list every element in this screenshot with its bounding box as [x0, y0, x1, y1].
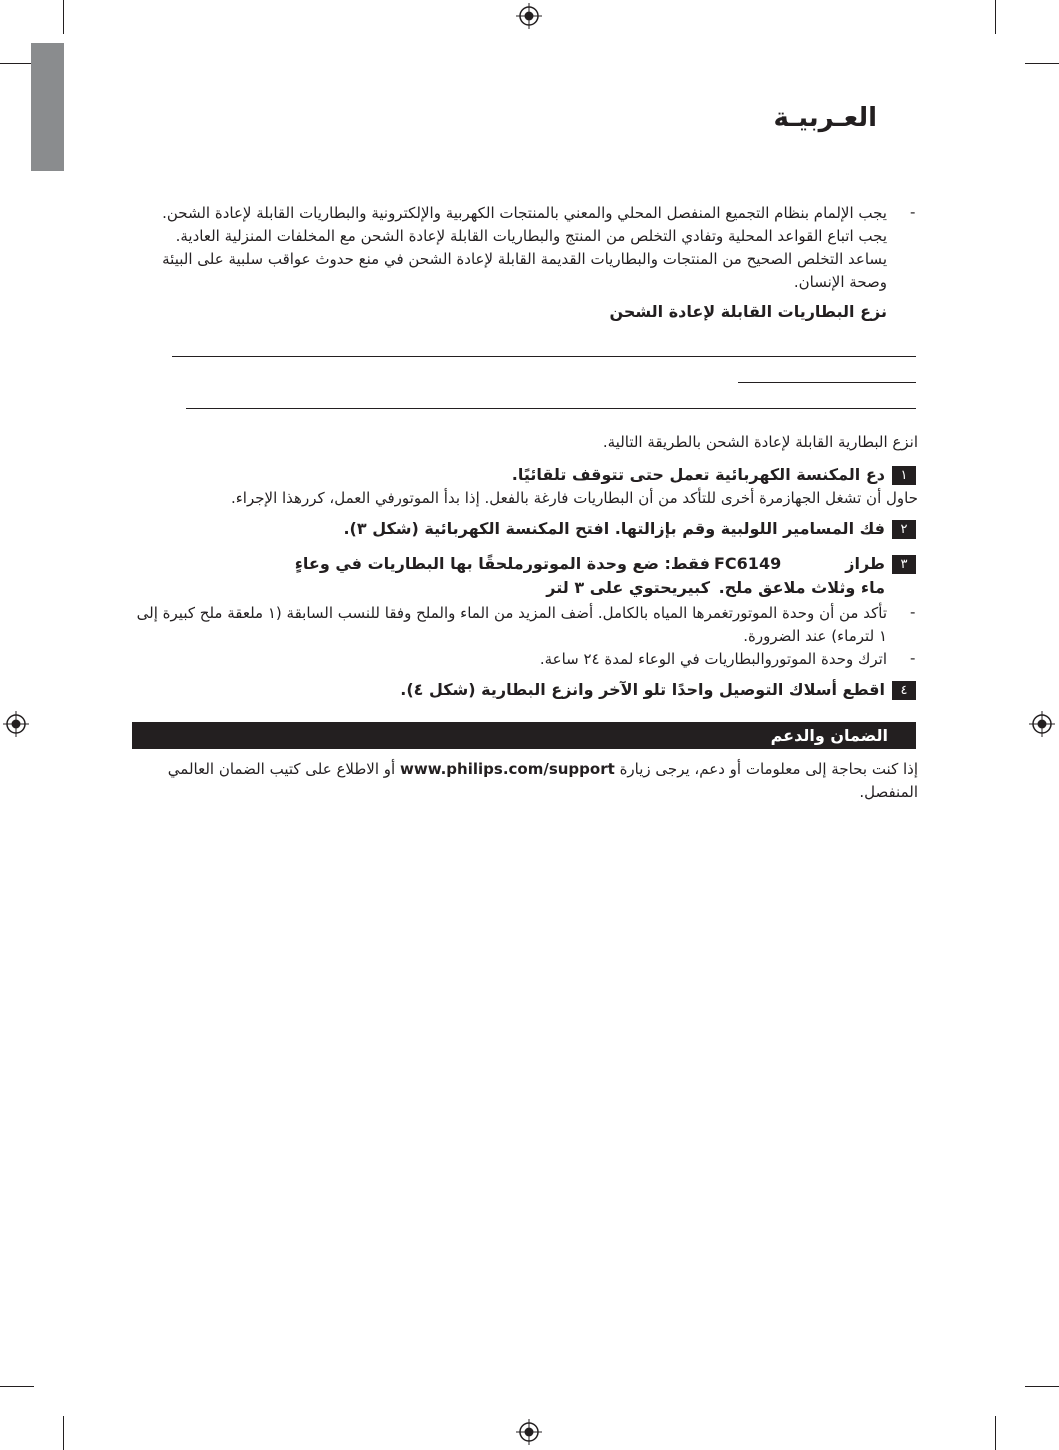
step-model-label: طراز: [845, 554, 885, 573]
model-number: FC6149: [714, 554, 782, 573]
divider: [186, 408, 916, 409]
step3-bullet-line: ١ لترماء) عند الضرورة.: [743, 627, 887, 645]
intro-bullet-line: وصحة الإنسان.: [793, 273, 887, 291]
warranty-text-after: أو الاطلاع على كتيب الضمان العالمي: [167, 760, 396, 778]
intro-bullet-line: يساعد التخلص الصحيح من المنتجات والبطاريات القديمة القابلة لإعادة الشحن في منع حدوث عواقب سلبية على البيئة: [162, 250, 887, 268]
step-note: حاول أن تشغل الجهازمرة أخرى للتأكد من أن البطاريات فارغة بالفعل. إذا بدأ الموتورفي العمل، كررهذا الإجراء.: [230, 489, 918, 507]
bullet-dash: -: [910, 649, 916, 667]
registration-mark-icon: [516, 1419, 542, 1445]
warranty-text-before: إذا كنت بحاجة إلى معلومات أو دعم، يرجى زيارة: [619, 760, 918, 778]
step-number-badge: ٢: [892, 520, 916, 539]
step-number-badge: ٤: [892, 681, 916, 700]
crop-mark: [995, 0, 996, 34]
crop-mark: [0, 63, 34, 64]
step-text: دع المكنسة الكهربائية تعمل حتى تتوقف تلقائيًا.: [511, 465, 885, 484]
step3-bullet-line: اترك وحدة الموتوروالبطاريات في الوعاء لمدة ٢٤ ساعة.: [539, 650, 887, 668]
divider: [738, 382, 916, 383]
bullet-dash: -: [910, 203, 916, 221]
section-header-bar: [132, 722, 916, 749]
crop-mark: [1025, 1386, 1059, 1387]
intro-bullet-line: يجب اتباع القواعد المحلية وتفادي التخلص من المنتج والبطاريات القابلة لإعادة الشحن مع المخلفات المنزلية العادية.: [175, 227, 887, 245]
divider: [172, 356, 916, 357]
step-number-badge: ١: [892, 466, 916, 485]
step-text: فك المسامير اللولبية وقم بإزالتها. افتح المكنسة الكهربائية (شكل ٣).: [343, 519, 885, 538]
instruction-text: انزع البطارية القابلة لإعادة الشحن بالطريقة التالية.: [602, 433, 918, 451]
crop-mark: [0, 1386, 34, 1387]
step-text: فقط: ضع وحدة الموتورملحقًا بها البطاريات في وعاءٍ كبيريحتوي على ٣ لتر: [294, 554, 710, 597]
support-link[interactable]: www.philips.com/support: [400, 760, 615, 778]
crop-mark: [63, 0, 64, 34]
language-tab: [31, 43, 64, 171]
registration-mark-icon: [1029, 711, 1055, 737]
crop-mark: [995, 1416, 996, 1450]
bullet-dash: -: [910, 603, 916, 621]
registration-mark-icon: [3, 711, 29, 737]
step-text-continued: ماء وثلاث ملاعق ملح.: [718, 578, 885, 597]
warranty-text-line2: المنفصل.: [859, 783, 918, 801]
registration-mark-icon: [516, 3, 542, 29]
step3-bullet-line: تأكد من أن وحدة الموتورتغمرها المياه بالكامل. أضف المزيد من الماء والملح وفقا للنسب السابقة (١ ملعقة ملح كبيرة إلى: [136, 604, 887, 622]
intro-bullet-line: يجب الإلمام بنظام التجميع المنفصل المحلي والمعني بالمنتجات الكهربية والإلكترونية والبطاريات القابلة لإعادة الشحن.: [162, 204, 887, 222]
crop-mark: [63, 1416, 64, 1450]
crop-mark: [1025, 63, 1059, 64]
step-text: اقطع أسلاك التوصيل واحدًا تلو الآخر وانزع البطارية (شكل ٤).: [400, 680, 885, 699]
section-heading: نزع البطاريات القابلة لإعادة الشحن: [609, 302, 887, 321]
warranty-heading: الضمان والدعم: [770, 726, 888, 745]
warranty-text: [128, 757, 918, 781]
page-title: العـربيـة: [773, 103, 877, 133]
step-number-badge: ٣: [892, 555, 916, 574]
